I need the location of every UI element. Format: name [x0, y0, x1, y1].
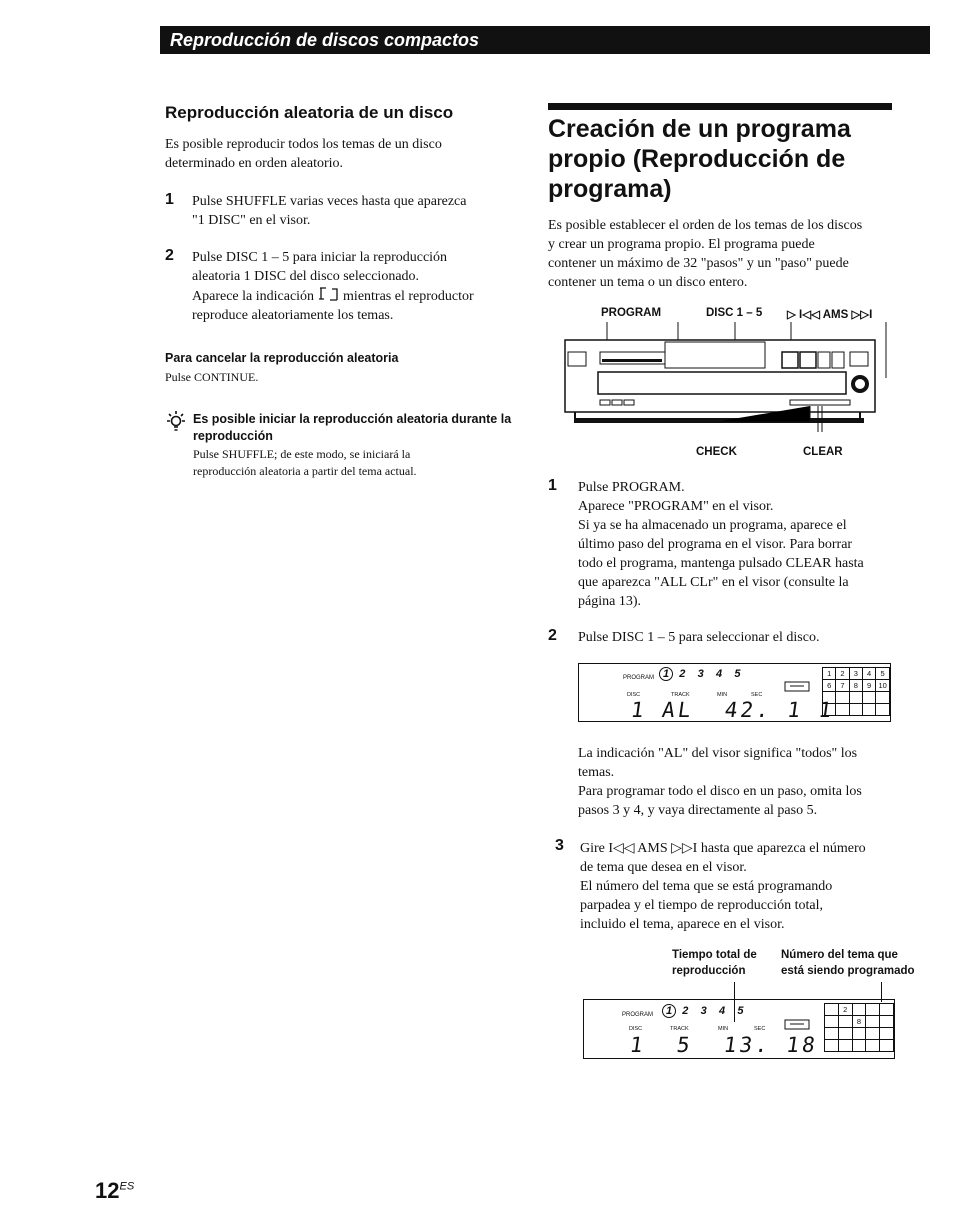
cd-player-illustration [560, 322, 900, 432]
display-readout: 1 AL 42. 1 1 [629, 698, 837, 722]
label-total-time: Tiempo total de reproducción [672, 949, 757, 977]
left-step1-number: 1 [165, 191, 174, 208]
right-step1-number: 1 [548, 477, 557, 494]
label-track-number: Número del tema que está siendo programado [781, 949, 915, 977]
display-sec-label: SEC [751, 692, 763, 698]
display-panel-2 [583, 999, 895, 1059]
left-heading: Reproducción aleatoria de un disco [165, 103, 454, 122]
display2-track-grid: 2 8 [824, 1003, 894, 1052]
repeat-icon [784, 678, 810, 697]
tip-heading: Es posible iniciar la reproducción aleatoria durante la reproducción [193, 412, 512, 443]
section-title: Reproducción de discos compactos [170, 30, 480, 50]
cancel-text: Pulse CONTINUE. [165, 370, 259, 384]
label-check: CHECK [696, 446, 737, 458]
right-step2-text: Pulse DISC 1 – 5 para seleccionar el disco. [578, 630, 820, 645]
section-header [160, 26, 930, 54]
right-title: Creación de un programa propio (Reproducción de programa) [548, 115, 851, 203]
display2-sec-label: SEC [754, 1026, 766, 1032]
title-rule [548, 103, 892, 110]
display2-disc-numbers: 1 2 3 4 5 [662, 1005, 743, 1017]
left-step2-number: 2 [165, 247, 174, 264]
display-track-label: TRACK [671, 692, 690, 698]
display2-program-label: PROGRAM [622, 1012, 654, 1018]
page-number: $12^{ES}$ [95, 1178, 135, 1203]
label-clear: CLEAR [803, 446, 843, 458]
display-track-grid: 1 2 3 4 5 6 7 8 9 10 [822, 667, 890, 716]
display2-disc-label: DISC [629, 1026, 643, 1032]
display-disc-label: DISC [627, 692, 641, 698]
right-step2-number: 2 [548, 627, 557, 644]
display-panel-1 [578, 663, 891, 722]
right-step3-text: Gire I◁◁ AMS ▷▷I hasta que aparezca el número de tema que desea en el visor. El número del tema que se está programando parpadea y el tiempo de reproducción total, incluido el tema, aparece en el visor. [580, 841, 866, 932]
label-disc: DISC 1 – 5 [706, 307, 763, 319]
cancel-heading: Para cancelar la reproducción aleatoria [165, 351, 399, 365]
shuffle-indicator-icon [318, 286, 340, 300]
display-disc-numbers: 1 2 3 4 5 [659, 668, 740, 680]
label-ams: ▷ I◁◁ AMS ▷▷I [787, 309, 873, 321]
left-step1-text: Pulse SHUFFLE varias veces hasta que aparezca "1 DISC" en el visor. [192, 194, 467, 228]
display2-min-label: MIN [718, 1026, 729, 1032]
al-explanation: La indicación "AL" del visor significa "todos" los temas. Para programar todo el disco en un paso, omita los pasos 3 y 4, y vaya directamente al paso 5. [578, 746, 862, 818]
left-intro: Es posible reproducir todos los temas de un disco determinado en orden aleatorio. [165, 137, 442, 171]
right-intro: Es posible establecer el orden de los temas de los discos y crear un programa propio. El programa puede contener un máximo de 32 "pasos" y un "paso" puede contener un tema o un disco entero. [548, 218, 863, 290]
right-step1-text: Pulse PROGRAM. Aparece "PROGRAM" en el visor. Si ya se ha almacenado un programa, aparece el último paso del programa en el visor. Para borrar todo el programa, mantenga pulsado CLEAR hasta que aparezca "ALL CLr" en el visor (consulte la página 13). [578, 480, 864, 609]
display2-readout: 1 5 13. 18 [628, 1033, 820, 1057]
label-program: PROGRAM [601, 307, 662, 319]
tip-text: Pulse SHUFFLE; de este modo, se iniciará la reproducción aleatoria a partir del tema actual. [193, 447, 417, 478]
tip-icon [165, 409, 189, 438]
display-program-label: PROGRAM [623, 675, 655, 681]
left-step2-text: Pulse DISC 1 – 5 para iniciar la reproducción aleatoria 1 DISC del disco seleccionado. Aparece la indicación mientras el reproductor reproduce aleatoriamente los temas. [192, 250, 474, 323]
right-step3-number: 3 [555, 837, 564, 854]
display-min-label: MIN [717, 692, 728, 698]
display2-track-label: TRACK [670, 1026, 689, 1032]
